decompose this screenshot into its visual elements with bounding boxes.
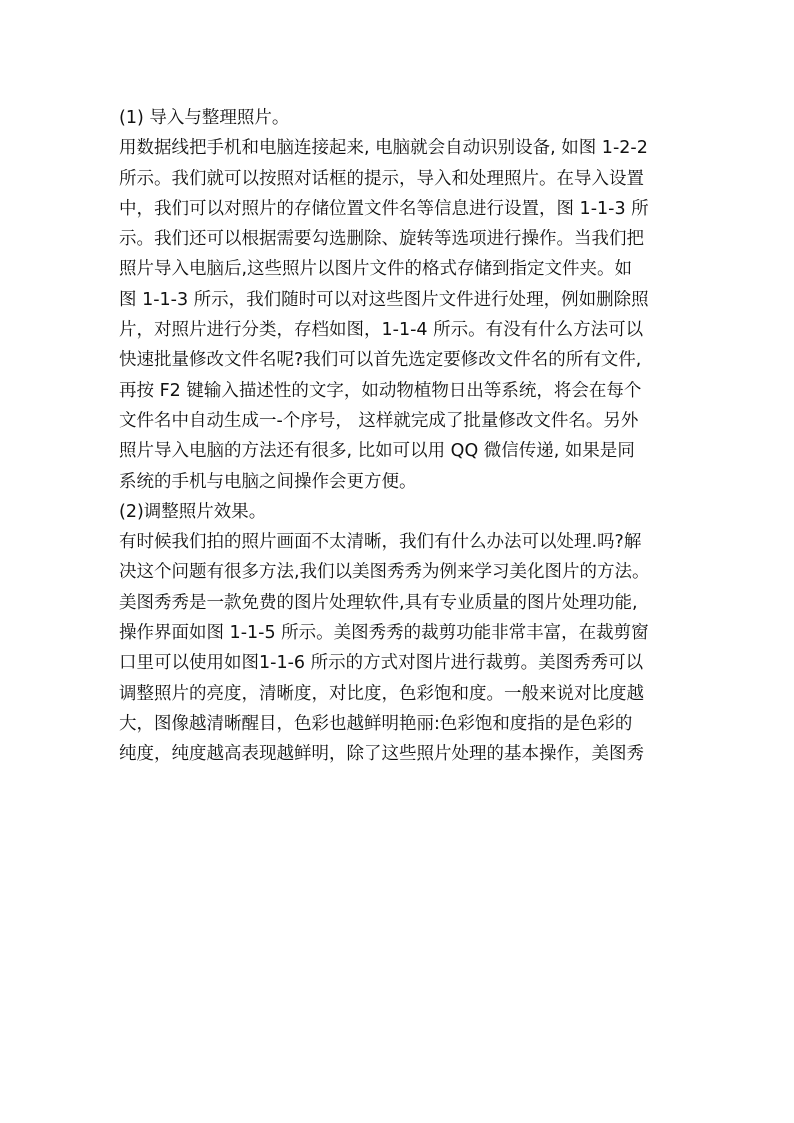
paragraph-line: 示。我们还可以根据需要勾选删除、旋转等选项进行操作。当我们把 [119, 229, 644, 250]
paragraph-line: 图 1-1-3 所示，我们随时可以对这些图片文件进行处理，例如删除照 [119, 289, 649, 310]
paragraph-line: 系统的手机与电脑之间操作会更方便。 [119, 471, 417, 492]
paragraph-line: 快速批量修改文件名呢?我们可以首先选定要修改文件名的所有文件, [119, 350, 642, 371]
section-heading-import: (1) 导入与整理照片。 [119, 108, 290, 128]
paragraph-line: 口里可以使用如图1-1-6 所示的方式对图片进行裁剪。美图秀秀可以 [119, 653, 644, 674]
paragraph-line: 美图秀秀是一款免费的图片处理软件,具有专业质量的图片处理功能, [119, 592, 638, 613]
paragraph-line: 文件名中自动生成一-个序号， 这样就完成了批量修改文件名。另外 [119, 410, 639, 431]
paragraph-line: 中，我们可以对照片的存储位置文件名等信息进行设置，图 1-1-3 所 [119, 198, 649, 219]
paragraph-line: 片，对照片进行分类，存档如图，1-1-4 所示。有没有什么方法可以 [119, 320, 644, 341]
document-body [119, 103, 677, 770]
paragraph-line: 大，图像越清晰醒目，色彩也越鲜明艳丽:色彩饱和度指的是色彩的 [119, 713, 633, 734]
paragraph-line: 照片导入电脑后,这些照片以图片文件的格式存储到指定文件夹。如 [119, 259, 633, 280]
paragraph-line: 操作界面如图 1-1-5 所示。美图秀秀的裁剪功能非常丰富，在裁剪窗 [119, 623, 649, 644]
section-heading-adjust: (2)调整照片效果。 [119, 501, 267, 522]
paragraph-line: 决这个问题有很多方法,我们以美图秀秀为例来学习美化图片的方法。 [119, 562, 650, 583]
paragraph-line: 所示。我们就可以按照对话框的提示，导入和处理照片。在导入设置 [119, 168, 644, 189]
paragraph-line: 用数据线把手机和电脑连接起来, 电脑就会自动识别设备, 如图 1-2-2 [119, 138, 648, 159]
paragraph-line: 调整照片的亮度，清晰度，对比度，色彩饱和度。一般来说对比度越 [119, 683, 644, 704]
paragraph-line: 再按 F2 键输入描述性的文字，如动物植物日出等系统，将会在每个 [119, 380, 642, 401]
paragraph-line: 照片导入电脑的方法还有很多, 比如可以用 QQ 微信传递, 如果是同 [119, 441, 635, 462]
paragraph-line: 纯度，纯度越高表现越鲜明，除了这些照片处理的基本操作，美图秀 [119, 744, 644, 765]
paragraph-line: 有时候我们拍的照片画面不太清晰，我们有什么办法可以处理.吗?解 [119, 532, 642, 553]
